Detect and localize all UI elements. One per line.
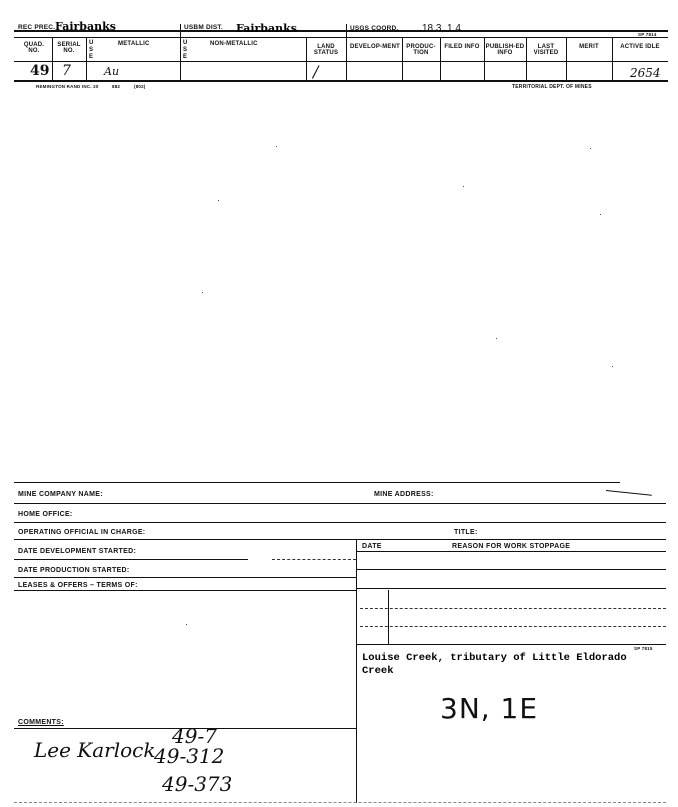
date-column-label: DATE xyxy=(362,543,382,550)
agency-label: TERRITORIAL DEPT. OF MINES xyxy=(512,84,592,90)
usgs-coord-value: 18.3, 1.4 xyxy=(422,23,461,34)
center-divider xyxy=(356,539,357,803)
value-metallic: Au xyxy=(104,65,120,78)
line-company xyxy=(14,503,666,504)
divider-metallic xyxy=(86,37,87,80)
speck xyxy=(600,214,601,215)
title-label: TITLE: xyxy=(454,529,478,536)
divider-usgs xyxy=(346,24,347,80)
value-serial-no: 7 xyxy=(62,63,71,79)
value-land-status: / xyxy=(313,62,319,81)
form-code-top: SP 7814 xyxy=(638,32,657,37)
col-last-visited: LAST VISITED xyxy=(533,44,559,56)
speck xyxy=(612,366,613,367)
printer-code-1: 882 xyxy=(112,84,121,89)
date-column-divider xyxy=(388,590,389,644)
location-typed: Louise Creek, tributary of Little Eldorado Creek xyxy=(362,652,627,677)
speck xyxy=(590,148,591,149)
bottom-edge xyxy=(14,802,666,803)
reason-column-label: REASON FOR WORK STOPPAGE xyxy=(452,543,571,550)
col-quad-no: QUAD. NO. xyxy=(23,42,45,54)
line-reason-header xyxy=(356,551,666,552)
usbm-dist-label: USBM DIST. xyxy=(184,24,223,31)
col-production: PRODUC-TION xyxy=(406,44,436,56)
value-quad-no: 49 xyxy=(30,63,50,79)
usgs-coord-label: USGS COORD. xyxy=(350,25,399,32)
date-dev-started-label: DATE DEVELOPMENT STARTED: xyxy=(18,548,137,555)
speck xyxy=(276,146,277,147)
line-reason-1 xyxy=(356,569,666,570)
col-land-status: LAND STATUS xyxy=(313,44,339,56)
signature: Lee Karlock xyxy=(34,738,156,762)
col-active-idle: ACTIVE IDLE xyxy=(620,44,660,50)
speck xyxy=(218,200,219,201)
comments-label: COMMENTS: xyxy=(18,719,64,726)
col-filed-info: FILED INFO xyxy=(444,44,480,50)
speck xyxy=(463,186,464,187)
township-range: 3N, 1E xyxy=(440,692,539,725)
mine-address-label: MINE ADDRESS: xyxy=(374,491,434,498)
line-dev-started-dash xyxy=(272,559,356,560)
date-prod-started-label: DATE PRODUCTION STARTED: xyxy=(18,567,130,574)
handwritten-note-2: 49-312 xyxy=(154,744,225,768)
col-use-metallic: U S E xyxy=(89,40,94,60)
divider-usbm xyxy=(180,24,181,80)
speck xyxy=(186,624,187,625)
line-operating xyxy=(14,539,666,540)
speck xyxy=(202,292,203,293)
usbm-dist-value: Fairbanks xyxy=(236,22,297,35)
col-serial-no: SERIAL NO. xyxy=(57,42,81,54)
col-development: DEVELOP-MENT xyxy=(349,44,401,50)
lower-top-border-tail xyxy=(606,490,652,496)
col-metallic: METALLIC xyxy=(118,41,150,47)
value-active-idle: 2654 xyxy=(630,66,661,80)
header-bottom-border xyxy=(14,80,668,82)
lower-top-border xyxy=(14,482,620,483)
col-non-metallic: NON-METALLIC xyxy=(210,41,258,47)
header-divider xyxy=(14,37,668,38)
leases-offers-label: LEASES & OFFERS – TERMS OF: xyxy=(18,582,138,589)
printer-note: REMINGTON RAND INC. 20 xyxy=(36,84,99,89)
line-home-office xyxy=(14,522,666,523)
form-code-bottom: SP 7815 xyxy=(634,646,653,651)
line-dev-started xyxy=(14,559,248,560)
rec-prec-value: Fairbanks xyxy=(55,20,116,33)
line-prod-started xyxy=(14,577,356,578)
line-leases xyxy=(14,590,356,591)
line-reason-3 xyxy=(360,608,666,609)
handwritten-note-1: 49-7 xyxy=(172,724,217,748)
home-office-label: HOME OFFICE: xyxy=(18,511,73,518)
col-published-info: PUBLISH-ED INFO xyxy=(485,44,525,56)
speck xyxy=(496,338,497,339)
rec-prec-label: REC PREC. xyxy=(18,24,56,31)
handwritten-note-3: 49-373 xyxy=(162,772,233,796)
operating-official-label: OPERATING OFFICIAL IN CHARGE: xyxy=(18,529,146,536)
col-use-nonmetallic: U S E xyxy=(183,40,188,60)
line-reason-2 xyxy=(356,588,666,589)
line-reason-4 xyxy=(360,626,666,627)
printer-code-2: (802) xyxy=(134,84,146,89)
mine-company-name-label: MINE COMPANY NAME: xyxy=(18,491,103,498)
col-merit: MERIT xyxy=(579,44,599,50)
header-row-divider xyxy=(14,61,668,62)
line-reason-5 xyxy=(356,644,666,645)
